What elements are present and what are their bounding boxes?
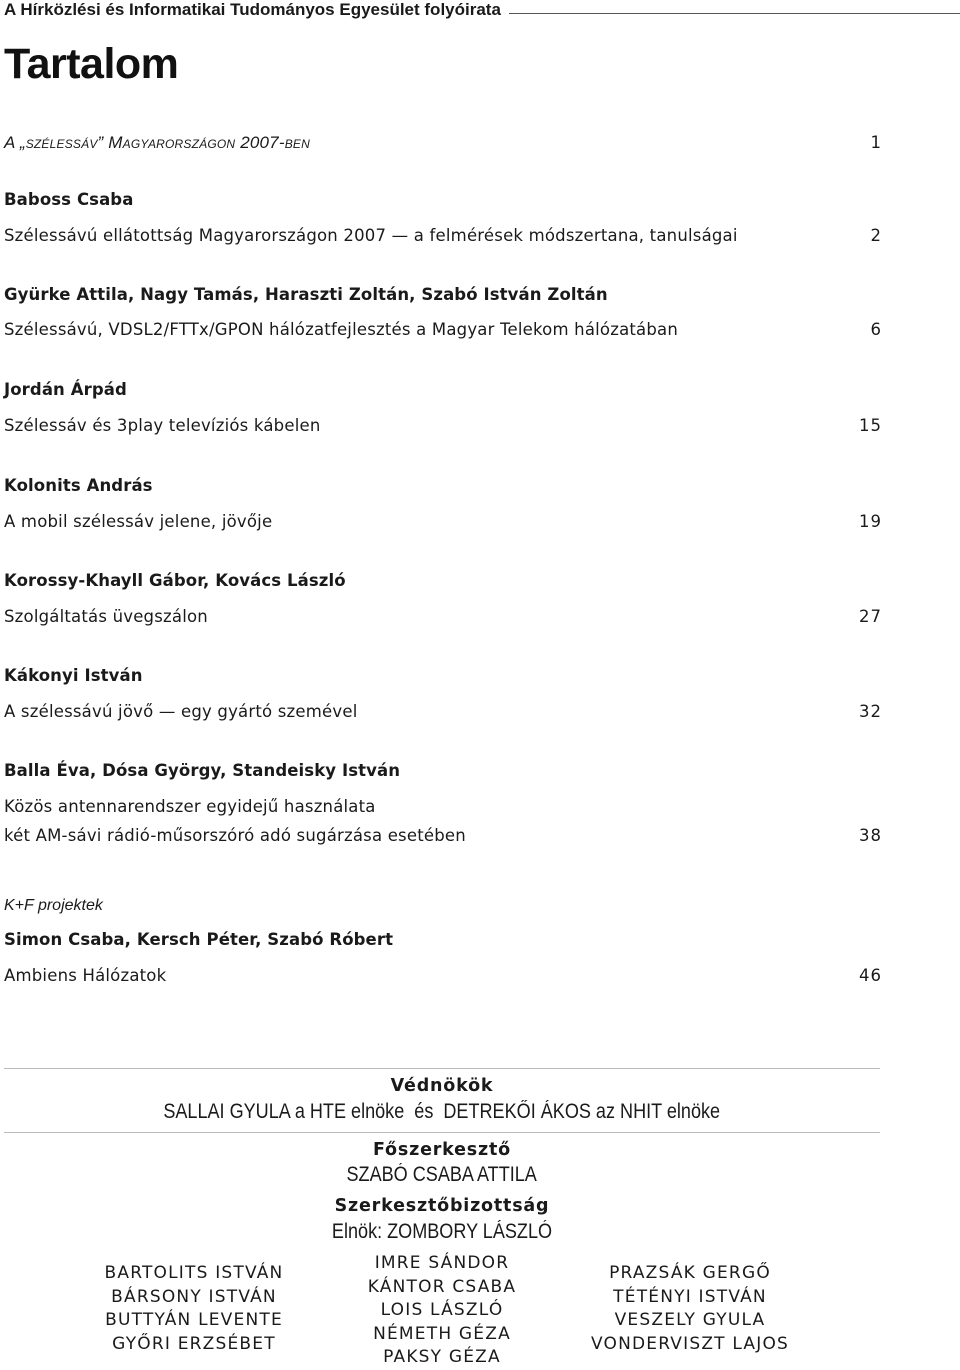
board-divider-top — [4, 1068, 880, 1069]
toc-entry-title-row — [4, 607, 882, 626]
committee-member: BUTTYÁN LEVENTE — [105, 1310, 283, 1330]
toc-entry-title-row — [4, 416, 882, 435]
toc-entry — [4, 761, 882, 780]
toc-entry-title-row — [4, 512, 882, 531]
toc-entry — [4, 476, 882, 495]
kf-section-label: K+F projektek — [4, 897, 103, 914]
editor-heading-row — [4, 1140, 880, 1160]
toc-entry — [4, 930, 882, 949]
board-divider-bottom — [4, 1132, 880, 1133]
toc-entry-title: Szolgáltatás üvegszálon — [4, 607, 208, 626]
toc-entry-title-row — [4, 702, 882, 721]
toc-intro — [4, 133, 882, 153]
committee-column-2 — [342, 1252, 542, 1370]
toc-entry-authors: Gyürke Attila, Nagy Tamás, Haraszti Zoltán, Szabó István Zoltán — [4, 285, 608, 304]
editor-row — [4, 1163, 880, 1187]
committee-member: BARTOLITS ISTVÁN — [104, 1263, 284, 1283]
toc-entry-authors: Jordán Árpád — [4, 380, 127, 399]
toc-entry-page: 6 — [870, 320, 882, 339]
toc-entry — [4, 380, 882, 399]
committee-member: NÉMETH GÉZA — [373, 1323, 511, 1344]
toc-entry-page: 32 — [859, 702, 882, 721]
patrons-row — [4, 1100, 880, 1124]
toc-entry-page: 46 — [859, 966, 882, 985]
committee-member: BÁRSONY ISTVÁN — [111, 1286, 277, 1307]
committee-column-1 — [94, 1262, 294, 1356]
toc-intro-page: 1 — [870, 133, 882, 152]
toc-entry-page: 27 — [859, 607, 882, 626]
toc-intro-title: A „szélessáv” Magyarországon 2007-ben — [4, 133, 310, 152]
toc-entry-authors: Baboss Csaba — [4, 190, 134, 209]
toc-entry-title-row — [4, 826, 882, 845]
committee-chair: Elnök: ZOMBORY LÁSZLÓ — [331, 1220, 553, 1243]
committee-member: PRAZSÁK GERGŐ — [609, 1263, 771, 1283]
committee-member: VESZELY GYULA — [614, 1310, 766, 1330]
committee-member: GYŐRI ERZSÉBET — [112, 1333, 276, 1354]
toc-entry-title-line2: két AM-sávi rádió-műsorszóró adó sugárzása esetében — [4, 826, 466, 845]
page-title: Tartalom — [4, 40, 179, 88]
editor-heading: Főszerkesztő — [373, 1140, 511, 1160]
committee-member: LOIS LÁSZLÓ — [380, 1300, 504, 1320]
toc-entry-title-row — [4, 797, 882, 816]
toc-entry — [4, 285, 882, 304]
committee-member: PAKSY GÉZA — [383, 1347, 501, 1367]
journal-name: A Hírközlési és Informatikai Tudományos Egyesület folyóirata — [4, 0, 501, 19]
toc-entry — [4, 190, 882, 209]
toc-entry-title: Szélessáv és 3play televíziós kábelen — [4, 416, 321, 435]
committee-member: IMRE SÁNDOR — [374, 1253, 510, 1273]
committee-heading: Szerkesztőbizottság — [334, 1196, 550, 1216]
toc-entry-title-line1: Közös antennarendszer egyidejű használata — [4, 797, 376, 816]
toc-entry-authors: Kolonits András — [4, 476, 153, 495]
toc-entry-page: 38 — [859, 826, 882, 845]
toc-entry-page: 15 — [859, 416, 882, 435]
toc-entry-title-row — [4, 966, 882, 985]
committee-heading-row — [4, 1196, 880, 1216]
toc-entry-page: 2 — [870, 226, 882, 245]
toc-entry-title-row — [4, 226, 882, 245]
toc-entry-authors: Korossy-Khayll Gábor, Kovács László — [4, 571, 346, 590]
toc-entry-title: Ambiens Hálózatok — [4, 966, 167, 985]
toc-entry-authors: Balla Éva, Dósa György, Standeisky István — [4, 761, 401, 780]
toc-entry-title-row — [4, 320, 882, 339]
header-rule — [509, 13, 960, 14]
toc-entry-authors: Kákonyi István — [4, 666, 143, 685]
toc-entry-title: Szélessávú ellátottság Magyarországon 2007 — a felmérések módszertana, tanulságai — [4, 226, 738, 245]
committee-column-3 — [580, 1262, 800, 1356]
patrons-heading-row — [4, 1076, 880, 1096]
kf-section-label-row — [4, 895, 882, 915]
committee-member: KÁNTOR CSABA — [367, 1276, 517, 1297]
toc-entry — [4, 666, 882, 685]
toc-entry-authors: Simon Csaba, Kersch Péter, Szabó Róbert — [4, 930, 394, 949]
toc-entry-title: A mobil szélessáv jelene, jövője — [4, 512, 273, 531]
editor-name: SZABÓ CSABA ATTILA — [346, 1163, 538, 1186]
committee-member: TÉTÉNYI ISTVÁN — [613, 1286, 767, 1307]
committee-member: VONDERVISZT LAJOS — [590, 1333, 790, 1354]
committee-chair-row — [4, 1220, 880, 1244]
journal-header — [4, 0, 960, 20]
toc-entry-title: Szélessávú, VDSL2/FTTx/GPON hálózatfejlesztés a Magyar Telekom hálózatában — [4, 320, 679, 339]
toc-entry — [4, 571, 882, 590]
patrons-names: SALLAI GYULA a HTE elnöke és DETREKŐI ÁKOS az NHIT elnöke — [163, 1100, 721, 1123]
toc-entry-title: A szélessávú jövő — egy gyártó szemével — [4, 702, 358, 721]
toc-entry-page: 19 — [859, 512, 882, 531]
patrons-heading: Védnökök — [390, 1076, 494, 1096]
